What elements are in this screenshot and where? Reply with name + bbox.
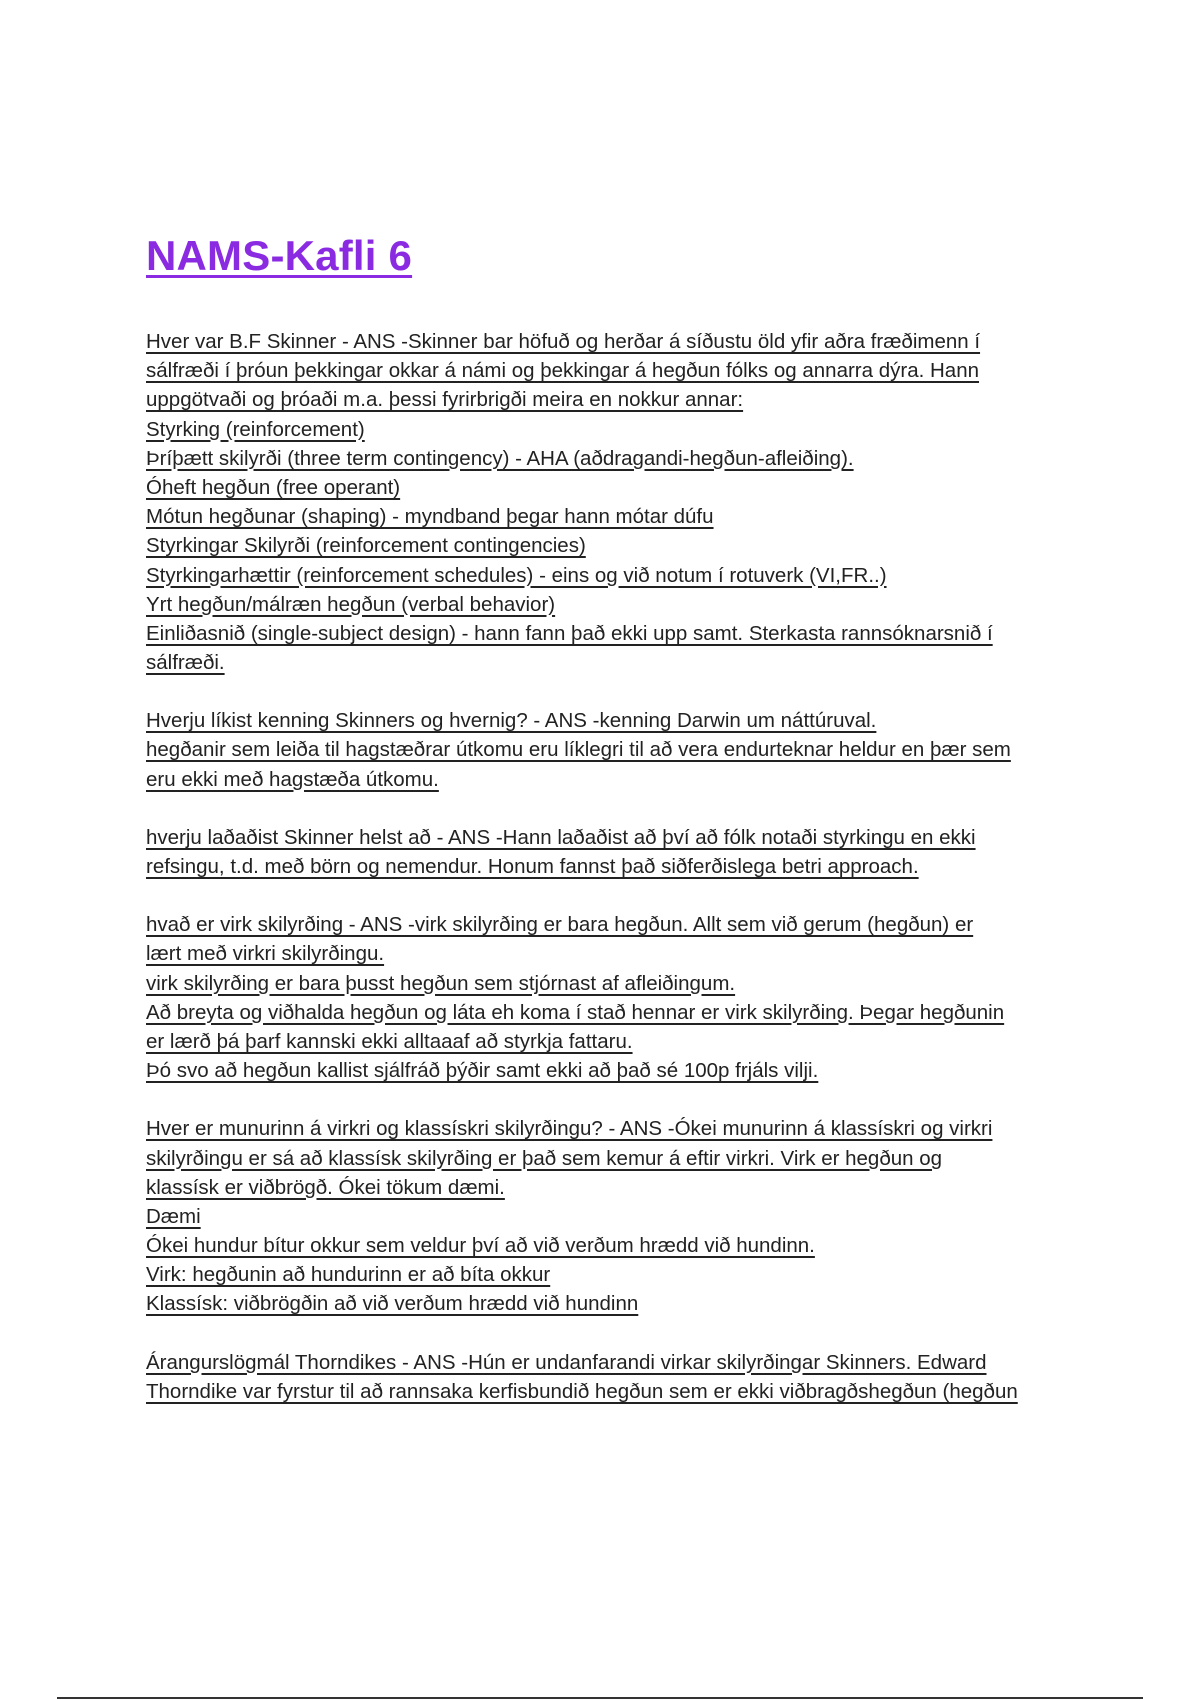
document-body (146, 327, 1096, 1435)
text-line: skilyrðingu er sá að klassísk skilyrðing er það sem kemur á eftir virkri. Virk er hegðun og (146, 1146, 943, 1170)
text-line: virk skilyrðing er bara þusst hegðun sem stjórnast af afleiðingum. (146, 971, 736, 995)
text-line: Hver er munurinn á virkri og klassískri skilyrðingu? - ANS -Ókei munurinn á klassískri og virkri (146, 1117, 993, 1141)
qa-block (146, 1114, 1096, 1318)
qa-block (146, 706, 1096, 794)
qa-block (146, 823, 1096, 881)
text-line: Ókei hundur bítur okkur sem veldur því að við verðum hrædd við hundinn. (146, 1234, 815, 1258)
text-line: hegðanir sem leiða til hagstæðrar útkomu eru líklegri til að vera endurteknar heldur en þær sem (146, 738, 1011, 762)
text-line: Mótun hegðunar (shaping) - myndband þegar hann mótar dúfu (146, 505, 714, 529)
text-line: Dæmi (146, 1204, 201, 1228)
text-line: lært með virkri skilyrðingu. (146, 942, 385, 966)
text-line: uppgötvaði og þróaði m.a. þessi fyrirbrigði meira en nokkur annar: (146, 388, 744, 412)
text-line: Yrt hegðun/málræn hegðun (verbal behavior) (146, 592, 556, 616)
text-line: refsingu, t.d. með börn og nemendur. Honum fannst það siðferðislega betri approach. (146, 855, 919, 878)
text-line: hverju laðaðist Skinner helst að - ANS -Hann laðaðist að því að fólk notaði styrkingu en ekki (146, 825, 976, 849)
text-line: Einliðasnið (single-subject design) - hann fann það ekki upp samt. Sterkasta rannsóknarsnið í (146, 621, 993, 645)
text-line: Hverju líkist kenning Skinners og hvernig? - ANS -kenning Darwin um náttúruval. (146, 709, 877, 733)
text-line: Að breyta og viðhalda hegðun og láta eh koma í stað hennar er virk skilyrðing. Þegar hegðunin (146, 1000, 1005, 1024)
text-line: klassísk er viðbrögð. Ókei tökum dæmi. (146, 1175, 505, 1199)
qa-block (146, 1348, 1096, 1406)
text-line: Óheft hegðun (free operant) (146, 475, 401, 499)
text-line: Þríþætt skilyrði (three term contingency) - AHA (aðdragandi-hegðun-afleiðing). (146, 446, 854, 470)
text-line: Thorndike var fyrstur til að rannsaka kerfisbundið hegðun sem er ekki viðbragðshegðun (hegðun (146, 1379, 1018, 1403)
text-line: Styrking (reinforcement) (146, 417, 365, 441)
document-title: NAMS-Kafli 6 (146, 232, 413, 279)
text-line: Þó svo að hegðun kallist sjálfráð þýðir samt ekki að það sé 100p frjáls vilji. (146, 1059, 819, 1083)
text-line: Styrkingar Skilyrði (reinforcement contingencies) (146, 534, 586, 558)
text-line: sálfræði. (146, 651, 225, 675)
text-line: Árangurslögmál Thorndikes - ANS -Hún er undanfarandi virkar skilyrðingar Skinners. Edward (146, 1350, 987, 1374)
qa-block (146, 327, 1096, 677)
text-line: Klassísk: viðbrögðin að við verðum hrædd við hundinn (146, 1292, 639, 1316)
text-line: er lærð þá þarf kannski ekki alltaaaf að styrkja fattaru. (146, 1029, 633, 1053)
text-line: Styrkingarhættir (reinforcement schedules) - eins og við notum í rotuverk (VI,FR..) (146, 563, 887, 587)
text-line: hvað er virk skilyrðing - ANS -virk skilyrðing er bara hegðun. Allt sem við gerum (hegðun) er (146, 913, 974, 937)
page-bottom-rule (57, 1697, 1143, 1699)
text-line: sálfræði í þróun þekkingar okkar á námi og þekkingar á hegðun fólks og annarra dýra. Hann (146, 359, 980, 383)
text-line: Virk: hegðunin að hundurinn er að bíta okkur (146, 1263, 551, 1287)
qa-block (146, 910, 1096, 1085)
text-line: eru ekki með hagstæða útkomu. (146, 767, 439, 791)
text-line: Hver var B.F Skinner - ANS -Skinner bar höfuð og herðar á síðustu öld yfir aðra fræðimenn í (146, 330, 981, 353)
